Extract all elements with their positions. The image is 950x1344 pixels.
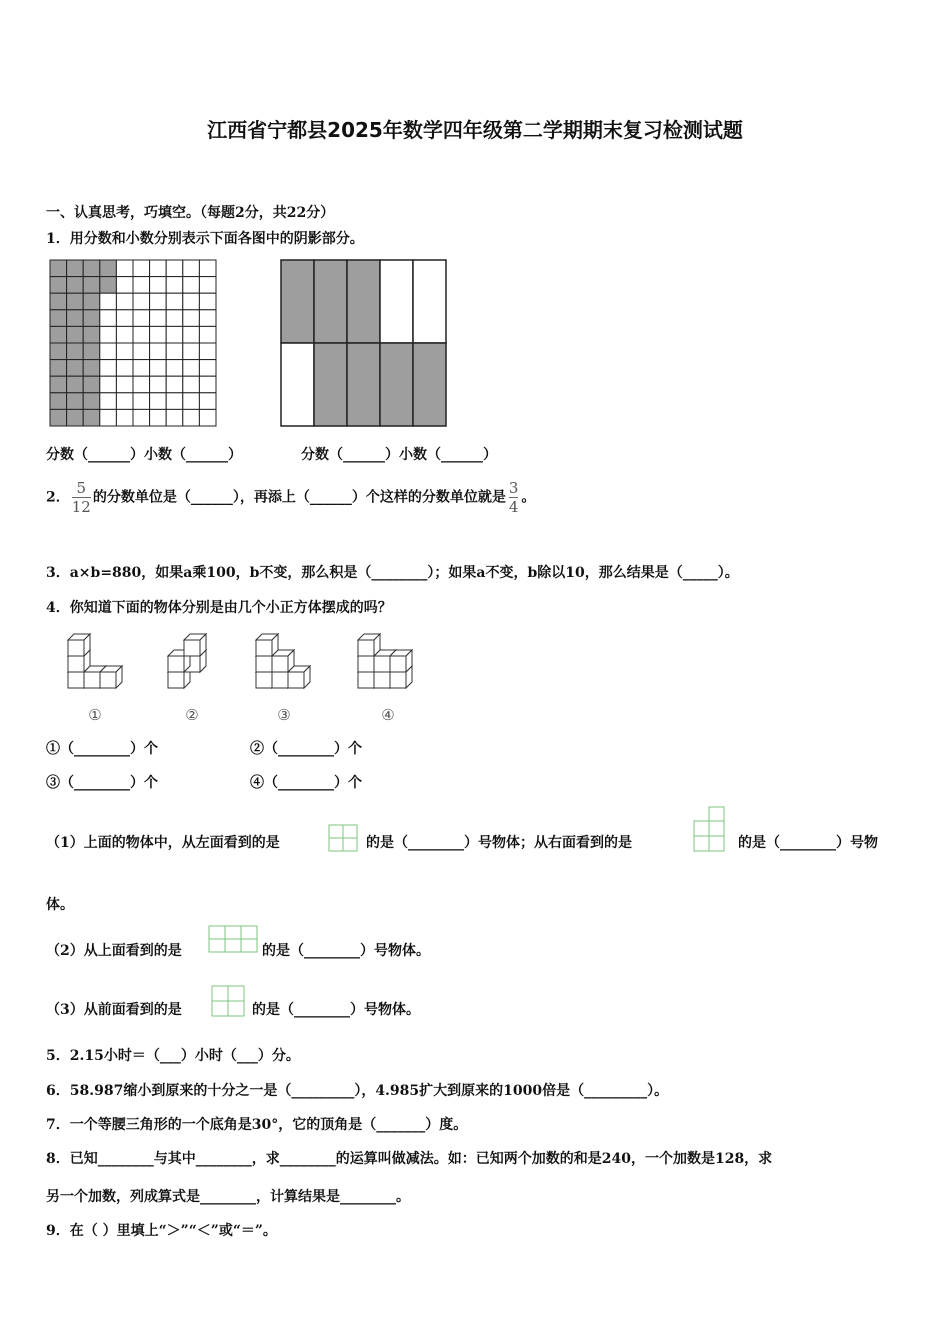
question-2: [46, 480, 535, 515]
grid-cell: [116, 326, 133, 343]
shaded-cell: [83, 277, 100, 294]
grid-cell: [150, 260, 167, 277]
left-view-icon: [328, 824, 358, 852]
grid-cell: [150, 293, 167, 310]
question-9: 9．在（ ）里填上“＞”“＜”或“＝”。: [46, 1223, 277, 1239]
grid-cell: [199, 360, 216, 377]
grid-cell: [183, 343, 200, 360]
q4-sub1-c: 的是（________）号物: [738, 835, 878, 851]
shaded-part: [314, 343, 347, 426]
figure-label: ④: [381, 706, 395, 724]
grid-cell: [116, 277, 133, 294]
grid-cell: [199, 277, 216, 294]
grid-cell: [150, 310, 167, 327]
q2-number: 2．: [46, 489, 70, 506]
grid-cell: [199, 343, 216, 360]
shaded-cell: [50, 326, 67, 343]
front-view-icon: [211, 985, 245, 1017]
shaded-cell: [83, 376, 100, 393]
shaded-cell: [83, 326, 100, 343]
shaded-cell: [50, 376, 67, 393]
shaded-cell: [83, 260, 100, 277]
q4-sub2-a: （2）从上面看到的是: [46, 943, 182, 959]
top-view-icon: [208, 925, 258, 953]
grid-cell: [183, 376, 200, 393]
grid-cell: [100, 393, 117, 410]
q4-answer-4: ④（________）个: [250, 775, 362, 791]
shaded-cell: [50, 343, 67, 360]
grid-cell: [100, 376, 117, 393]
section-heading: 一、认真思考，巧填空。（每题2分，共22分）: [46, 205, 335, 221]
shaded-cell: [67, 360, 84, 377]
grid-cell: [166, 260, 183, 277]
hundred-grid-figure: [48, 258, 218, 428]
grid-cell: [166, 277, 183, 294]
q4-sub1-b: 的是（________）号物体；从右面看到的是: [366, 835, 632, 851]
unit-cube: [390, 650, 412, 672]
grid-cell: [133, 360, 150, 377]
shaded-cell: [83, 393, 100, 410]
grid-cell: [150, 277, 167, 294]
unit-cube: [68, 634, 90, 656]
shaded-part: [314, 260, 347, 343]
shaded-part: [347, 343, 380, 426]
shaded-cell: [67, 310, 84, 327]
grid-cell: [199, 326, 216, 343]
grid-cell: [183, 310, 200, 327]
grid-cell: [166, 409, 183, 426]
grid-cell: [150, 360, 167, 377]
q4-answer-2: ②（________）个: [250, 741, 362, 757]
grid-cell: [100, 293, 117, 310]
question-4: 4．你知道下面的物体分别是由几个小正方体摆成的吗？: [46, 600, 392, 616]
grid-cell: [166, 326, 183, 343]
shaded-cell: [83, 409, 100, 426]
shaded-cell: [50, 293, 67, 310]
shaded-cell: [67, 343, 84, 360]
frac-num: 5: [76, 479, 87, 497]
grid-cell: [150, 409, 167, 426]
grid-cell: [100, 326, 117, 343]
grid-cell: [133, 260, 150, 277]
frac-den: 12: [71, 498, 91, 516]
grid-cell: [199, 393, 216, 410]
question-7: 7．一个等腰三角形的一个底角是30°，它的顶角是（_______）度。: [46, 1117, 468, 1133]
grid-cell: [116, 343, 133, 360]
shaded-cell: [83, 343, 100, 360]
grid-cell: [166, 376, 183, 393]
grid-cell: [199, 409, 216, 426]
grid-cell: [183, 260, 200, 277]
grid-cell: [183, 360, 200, 377]
blank-part: [281, 343, 314, 426]
shaded-part: [281, 260, 314, 343]
grid-cell: [199, 293, 216, 310]
grid-cell: [133, 293, 150, 310]
right-view-icon: [693, 806, 725, 852]
grid-cell: [100, 360, 117, 377]
shaded-cell: [67, 293, 84, 310]
question-1: 1．用分数和小数分别表示下面各图中的阴影部分。: [46, 231, 364, 247]
shaded-cell: [67, 376, 84, 393]
shaded-cell: [83, 310, 100, 327]
fraction-3-4: [509, 480, 519, 515]
grid-cell: [133, 326, 150, 343]
grid-cell: [116, 360, 133, 377]
q4-sub3-b: 的是（________）号物体。: [252, 1002, 420, 1018]
grid-cell: [166, 343, 183, 360]
grid-cell: [183, 409, 200, 426]
fraction-5-12: [72, 480, 91, 515]
grid-cell: [116, 393, 133, 410]
grid-cell: [199, 260, 216, 277]
shaded-part: [413, 343, 446, 426]
question-8-line-1: 8．已知________与其中________，求________的运算叫做减法。如：已知两个加数的和是240，一个加数是128，求: [46, 1151, 773, 1167]
shaded-cell: [100, 260, 117, 277]
grid-cell: [183, 393, 200, 410]
q4-sub3-a: （3）从前面看到的是: [46, 1002, 182, 1018]
shaded-cell: [67, 326, 84, 343]
q4-answer-1: ①（________）个: [46, 741, 158, 757]
shaded-cell: [50, 393, 67, 410]
grid-cell: [133, 277, 150, 294]
grid-cell: [199, 376, 216, 393]
grid-cell: [116, 260, 133, 277]
grid-cell: [116, 409, 133, 426]
shaded-cell: [50, 310, 67, 327]
shaded-cell: [67, 393, 84, 410]
shaded-cell: [50, 409, 67, 426]
question-8-line-2: 另一个加数，列成算式是________，计算结果是________。: [46, 1189, 410, 1205]
blank-part: [380, 260, 413, 343]
shaded-cell: [67, 409, 84, 426]
shaded-cell: [50, 360, 67, 377]
q4-sub1-d: 体。: [46, 897, 74, 913]
grid-cell: [166, 360, 183, 377]
grid-cell: [133, 343, 150, 360]
shaded-part: [347, 260, 380, 343]
grid-cell: [133, 409, 150, 426]
q4-sub2-b: 的是（________）号物体。: [262, 943, 430, 959]
shaded-cell: [67, 277, 84, 294]
grid-cell: [133, 310, 150, 327]
shaded-cell: [67, 260, 84, 277]
grid-cell: [150, 376, 167, 393]
grid-cell: [183, 326, 200, 343]
shaded-cell: [50, 260, 67, 277]
q4-answer-3: ③（________）个: [46, 775, 158, 791]
blank-part: [413, 260, 446, 343]
grid-cell: [150, 393, 167, 410]
grid-cell: [116, 376, 133, 393]
frac-num: 3: [508, 479, 519, 497]
grid-cell: [100, 310, 117, 327]
shaded-cell: [50, 277, 67, 294]
grid-cell: [100, 409, 117, 426]
q1-answer-right: 分数（______）小数（______）: [301, 447, 497, 463]
question-5: 5．2.15小时＝（___）小时（___）分。: [46, 1048, 300, 1064]
shaded-part: [380, 343, 413, 426]
rectangle-fraction-figure: [279, 258, 447, 428]
q2-end: 。: [521, 489, 536, 506]
grid-cell: [133, 393, 150, 410]
shaded-cell: [83, 360, 100, 377]
grid-cell: [166, 310, 183, 327]
q4-sub1-a: （1）上面的物体中，从左面看到的是: [46, 835, 280, 851]
grid-cell: [183, 293, 200, 310]
grid-cell: [166, 393, 183, 410]
shaded-cell: [83, 293, 100, 310]
unit-cube: [358, 634, 380, 656]
q1-answer-left: 分数（______）小数（______）: [46, 447, 242, 463]
grid-cell: [150, 343, 167, 360]
shaded-cell: [100, 277, 117, 294]
frac-den: 4: [508, 498, 519, 516]
grid-cell: [183, 277, 200, 294]
unit-cube: [256, 634, 278, 656]
grid-cell: [133, 376, 150, 393]
grid-cell: [116, 293, 133, 310]
grid-cell: [100, 343, 117, 360]
grid-cell: [150, 326, 167, 343]
page-title: 江西省宁都县2025年数学四年级第二学期期末复习检测试题: [207, 118, 743, 142]
figure-label: ②: [185, 706, 199, 724]
unit-cube: [100, 666, 122, 688]
question-3: 3．a×b=880，如果a乘100，b不变，那么积是（________）；如果a不变，b除以10，那么结果是（_____）。: [46, 565, 739, 581]
cube-figures: [60, 632, 440, 728]
question-6: 6．58.987缩小到原来的十分之一是（_________），4.985扩大到原来的1000倍是（_________）。: [46, 1083, 669, 1099]
figure-label: ①: [88, 706, 102, 724]
grid-cell: [166, 293, 183, 310]
grid-cell: [116, 310, 133, 327]
figure-label: ③: [277, 706, 291, 724]
q2-mid: 的分数单位是（______），再添上（______）个这样的分数单位就是: [92, 489, 506, 506]
grid-cell: [199, 310, 216, 327]
unit-cube: [184, 634, 206, 656]
